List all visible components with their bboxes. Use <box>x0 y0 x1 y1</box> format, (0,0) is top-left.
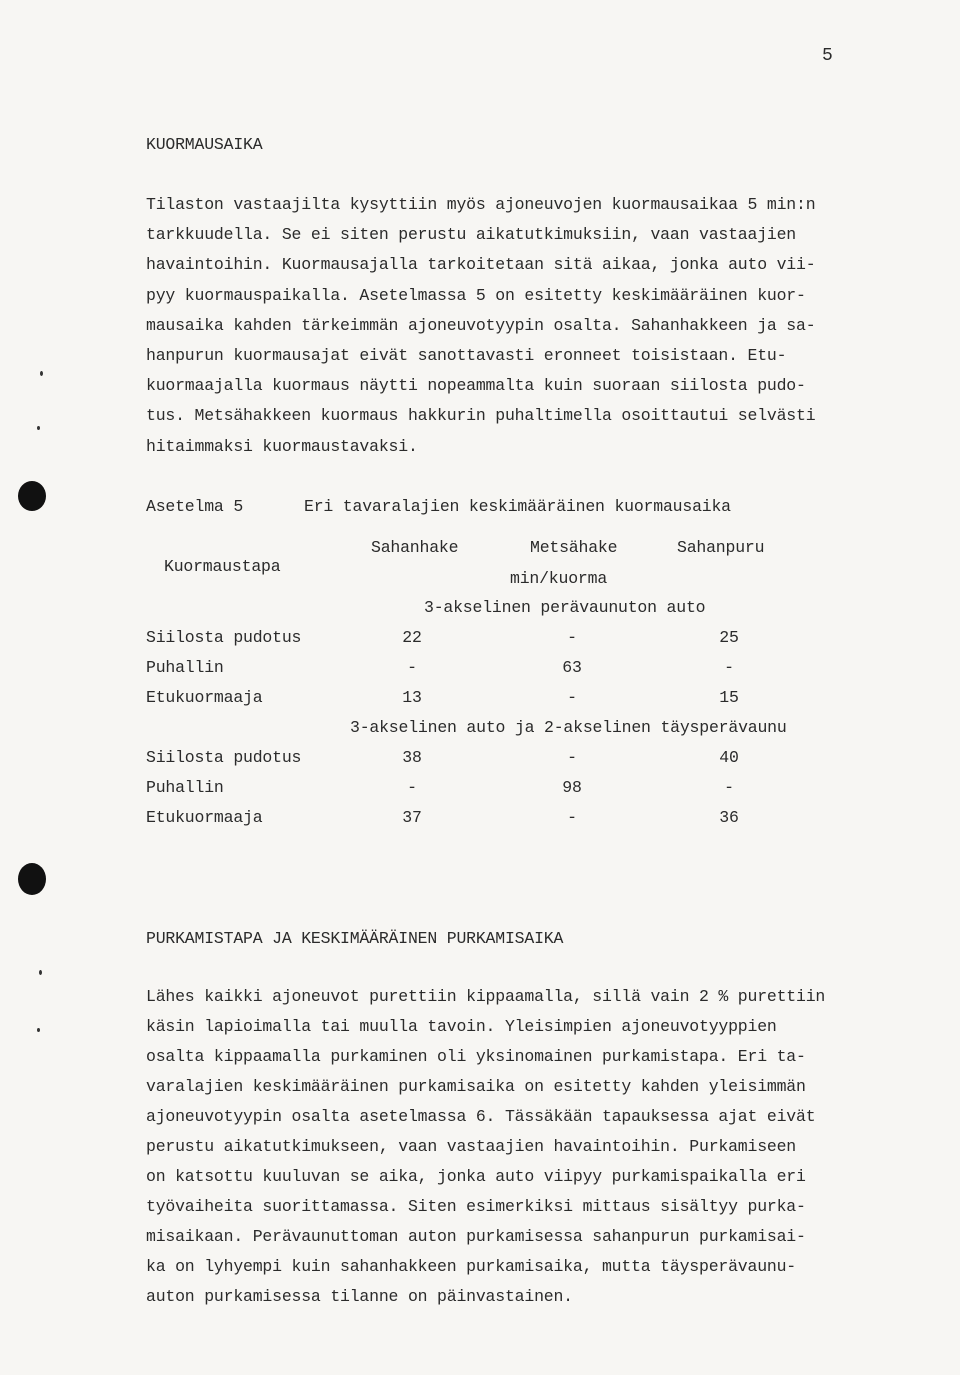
table-cell: 98 <box>562 778 582 797</box>
table-cell: 38 <box>402 748 422 767</box>
row-method: Puhallin <box>146 778 224 797</box>
table-cell: 25 <box>719 628 739 647</box>
row-header: Kuormaustapa <box>164 557 281 576</box>
table-cell: 63 <box>562 658 582 677</box>
text-line: hanpurun kuormausajat eivät sanottavasti eronneet toisistaan. Etu- <box>146 346 787 365</box>
row-method: Siilosta pudotus <box>146 628 302 647</box>
text-line: havaintoihin. Kuormausajalla tarkoitetaan sitä aikaa, jonka auto vii- <box>146 255 816 275</box>
text-line: hitaimmaksi kuormaustavaksi. <box>146 436 418 456</box>
table-cell: 22 <box>402 628 422 647</box>
table-cell: - <box>407 778 417 797</box>
text-line: Tilaston vastaajilta kysyttiin myös ajoneuvojen kuormausaikaa 5 min:n <box>146 195 816 214</box>
text-line: Lähes kaikki ajoneuvot purettiin kippaamalla, sillä vain 2 % purettiin <box>146 987 826 1006</box>
binder-hole-mark <box>18 863 46 895</box>
table-title: Eri tavaralajien keskimääräinen kuormausaika <box>304 497 731 516</box>
table-cell: - <box>567 688 577 707</box>
text-line: auton purkamisessa tilanne on päinvastainen. <box>146 1287 573 1306</box>
text-line: ka on lyhyempi kuin sahanhakkeen purkamisaika, mutta täysperävaunu- <box>146 1257 797 1276</box>
table-cell: - <box>567 808 577 827</box>
table-cell: 40 <box>719 748 739 767</box>
table-cell: - <box>724 658 734 677</box>
row-method: Etukuormaaja <box>146 688 263 707</box>
binder-hole-mark <box>18 481 46 511</box>
text-line: perustu aikatutkimukseen, vaan vastaajien havaintoihin. Purkamiseen <box>146 1137 797 1156</box>
scan-speck <box>40 371 43 376</box>
scan-speck <box>39 970 42 975</box>
group-title: 3-akselinen auto ja 2-akselinen täysperävaunu <box>350 718 787 737</box>
text-line: mausaika kahden tärkeimmän ajoneuvotyypin osalta. Sahanhakkeen ja sa- <box>146 315 816 335</box>
section-heading: PURKAMISTAPA JA KESKIMÄÄRÄINEN PURKAMISAIKA <box>146 929 564 948</box>
text-line: tus. Metsähakkeen kuormaus hakkurin puhaltimella osoittautui selvästi <box>146 406 816 426</box>
text-line: osalta kippaamalla purkaminen oli yksinomainen purkamistapa. Eri ta- <box>146 1047 806 1066</box>
text-line: työvaiheita suorittamassa. Siten esimerkiksi mittaus sisältyy purka- <box>146 1197 806 1216</box>
unit-label: min/kuorma <box>510 569 608 588</box>
table-label: Asetelma 5 <box>146 497 244 516</box>
scan-speck <box>37 1028 40 1032</box>
table-cell: - <box>567 628 577 647</box>
text-line: ajoneuvotyypin osalta asetelmassa 6. Tässäkään tapauksessa ajat eivät <box>146 1107 816 1126</box>
table-cell: - <box>407 658 417 677</box>
group-title: 3-akselinen perävaunuton auto <box>424 598 706 617</box>
text-line: kuormaajalla kuormaus näytti nopeammalta kuin suoraan siilosta pudo- <box>146 376 806 396</box>
column-header: Metsähake <box>530 538 618 557</box>
table-cell: 15 <box>719 688 739 707</box>
text-line: tarkkuudella. Se ei siten perustu aikatutkimuksiin, vaan vastaajien <box>146 225 797 245</box>
table-cell: - <box>567 748 577 767</box>
row-method: Etukuormaaja <box>146 808 263 827</box>
row-method: Siilosta pudotus <box>146 748 302 767</box>
column-header: Sahanhake <box>371 538 459 557</box>
table-cell: - <box>724 778 734 797</box>
section-heading: KUORMAUSAIKA <box>146 135 263 154</box>
column-header: Sahanpuru <box>677 538 765 557</box>
table-cell: 37 <box>402 808 422 827</box>
table-cell: 13 <box>402 688 422 707</box>
text-line: käsin lapioimalla tai muulla tavoin. Yleisimpien ajoneuvotyyppien <box>146 1017 777 1036</box>
page-number: 5 <box>822 46 833 66</box>
row-method: Puhallin <box>146 658 224 677</box>
table-cell: 36 <box>719 808 739 827</box>
scan-speck <box>37 426 40 430</box>
text-line: varalajien keskimääräinen purkamisaika on esitetty kahden yleisimmän <box>146 1077 806 1096</box>
text-line: misaikaan. Perävaunuttoman auton purkamisessa sahanpurun purkamisai- <box>146 1227 806 1246</box>
text-line: on katsottu kuuluvan se aika, jonka auto viipyy purkamispaikalla eri <box>146 1167 806 1186</box>
text-line: pyy kuormauspaikalla. Asetelmassa 5 on esitetty keskimääräinen kuor- <box>146 285 806 305</box>
